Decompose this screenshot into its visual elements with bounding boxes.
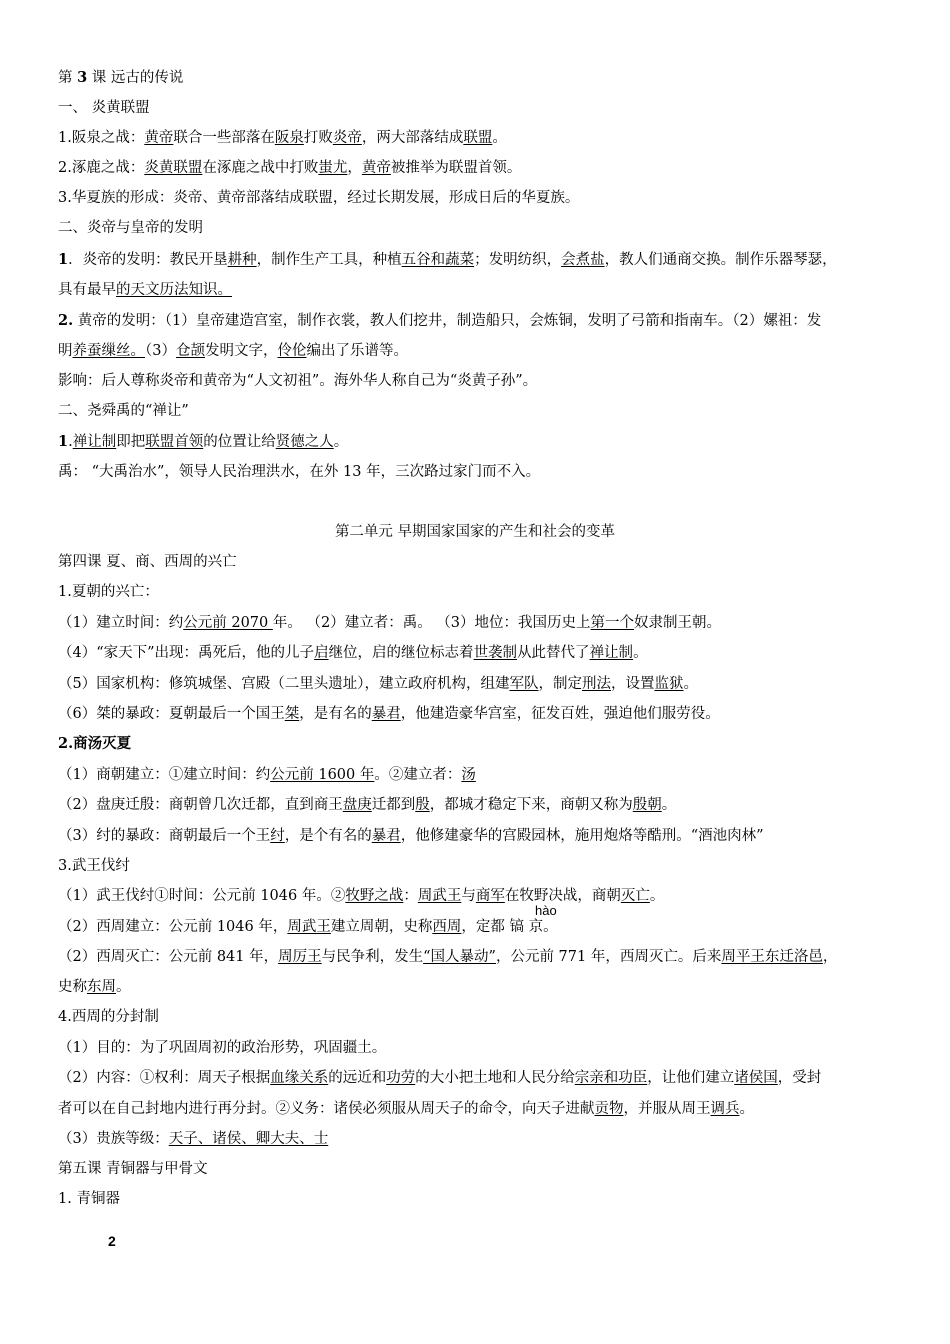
- underlined-term: 联盟首领: [145, 434, 204, 450]
- text-segment: 。: [649, 888, 665, 904]
- underlined-term: 周厉王: [278, 949, 322, 965]
- underlined-term: 汤: [461, 767, 476, 783]
- text-line: [58, 188, 579, 208]
- text-line: [58, 1159, 208, 1179]
- underlined-term: 调兵: [710, 1101, 740, 1117]
- underlined-term: 暴君: [371, 828, 401, 844]
- text-segment: 迁都到: [371, 797, 416, 813]
- text-line: [58, 856, 130, 876]
- text-segment: 打败: [303, 130, 333, 146]
- text-segment: 3.武王伐纣: [58, 858, 130, 874]
- text-segment: （3）贵族等级：: [58, 1131, 169, 1147]
- text-segment: 编出了乐谱等。: [306, 343, 408, 359]
- text-line: [58, 886, 664, 906]
- underlined-term: 盘庚: [342, 797, 372, 813]
- text-segment: 者可以在自己封地内进行再分封。②义务：诸侯必须服从周天子的命令，向天子进献: [58, 1101, 595, 1117]
- text-segment: 建立周朝，史称: [330, 919, 433, 935]
- text-line: [58, 734, 131, 754]
- text-line: [58, 158, 521, 178]
- text-line: [58, 1129, 328, 1149]
- text-line: [58, 917, 558, 937]
- text-line: [58, 826, 764, 846]
- underlined-term: 煮盐: [575, 252, 605, 268]
- underlined-term: 周武王: [287, 919, 331, 935]
- text-segment: ，制作生产工具，种植: [256, 252, 402, 268]
- text-line: [58, 977, 131, 997]
- text-segment: ，让他们建立: [647, 1070, 735, 1086]
- text-line: [58, 704, 720, 724]
- underlined-term: 殷朝: [632, 797, 662, 813]
- text-segment: （2）西周建立：公元前 1046 年，: [58, 919, 288, 935]
- text-segment: （2）盘庚迁殷：商朝曾几次迁都，直到商王: [58, 797, 343, 813]
- text-segment: 2.: [58, 312, 74, 329]
- text-segment: 。②建立者：: [374, 767, 462, 783]
- text-segment: 。: [739, 1101, 754, 1117]
- underlined-term: 养蚕缫丝。: [72, 343, 145, 359]
- page-number: 2: [108, 1233, 116, 1249]
- text-line: [58, 795, 676, 815]
- text-segment: 1.夏朝的兴亡：: [58, 584, 159, 600]
- text-segment: ，并服从周王: [623, 1101, 711, 1117]
- text-line: [58, 371, 537, 391]
- text-line: [0, 522, 950, 542]
- text-segment: ，: [347, 160, 362, 176]
- underlined-term: 炎帝: [332, 130, 362, 146]
- text-segment: ，是有名的: [299, 706, 372, 722]
- underlined-term: 天子、诸侯、卿大夫、士: [168, 1131, 329, 1147]
- text-segment: 。: [683, 676, 698, 692]
- text-segment: 。: [333, 434, 349, 450]
- underlined-term: 禅让制: [72, 434, 117, 450]
- underlined-term: 阪泉: [274, 130, 304, 146]
- text-line: [58, 280, 232, 300]
- text-line: [58, 341, 408, 361]
- underlined-term: 五谷和蔬菜: [401, 252, 475, 268]
- text-line: [58, 401, 189, 421]
- text-segment: （1）目的：为了巩固周初的政治形势，巩固疆土。: [58, 1040, 387, 1056]
- text-line: [58, 643, 648, 663]
- text-segment: 从此替代了: [517, 645, 590, 661]
- text-segment: 1: [58, 251, 69, 268]
- text-segment: （1）建立时间：约: [58, 615, 184, 631]
- text-segment: 4.西周的分封制: [58, 1009, 159, 1025]
- text-segment: ，都城才稳定下来，商朝又称为: [429, 797, 633, 813]
- text-segment: 。: [492, 130, 507, 146]
- text-segment: （2）内容：①权利：周天子根据: [58, 1070, 271, 1086]
- underlined-term: “国人暴动”: [423, 949, 496, 965]
- text-segment: 黄帝的发明：（1）皇帝建造宫室，制作衣裳，教人们挖井，制造船只，会炼铜，发明了弓箭和指南车。（2）嫘祖：发: [73, 313, 822, 329]
- text-line: [58, 1038, 386, 1058]
- text-segment: ，公元前 771 年，西周灭亡。后来: [495, 949, 722, 965]
- text-segment: 1. 青铜器: [58, 1191, 120, 1207]
- text-segment: 年。 （2）建立者：禹。 （3）地位：我国历史上: [272, 615, 591, 631]
- text-segment: （1）商朝建立：①建立时间：约: [58, 767, 271, 783]
- text-segment: 第五课 青铜器与甲骨文: [58, 1161, 208, 1177]
- text-segment: 即把: [116, 434, 146, 450]
- text-segment: （6）桀的暴政：夏朝最后一个国王: [58, 706, 285, 722]
- underlined-term: 蚩尤: [318, 160, 348, 176]
- underlined-term: 公元前 1600 年: [270, 767, 375, 783]
- text-segment: 影响：后人尊称炎帝和黄帝为“人文初祖”。海外华人称自己为“炎黄子孙”。: [58, 373, 538, 389]
- text-segment: ，: [822, 949, 838, 965]
- text-segment: ，设置: [610, 676, 655, 692]
- text-line: [58, 1099, 754, 1119]
- underlined-term: 诸侯国: [734, 1070, 778, 1086]
- underlined-term: 周平王东迁洛邑: [721, 949, 823, 965]
- text-line: [58, 432, 348, 452]
- text-line: [58, 947, 837, 967]
- underlined-term: 军队: [509, 676, 539, 692]
- text-segment: 具有最早: [58, 282, 116, 298]
- underlined-term: 商军: [475, 888, 505, 904]
- text-segment: 一、 炎黄联盟: [58, 100, 150, 116]
- underlined-term: 禅让制: [589, 645, 634, 661]
- pinyin-annotation: hào: [535, 903, 557, 918]
- text-segment: ，他修建豪华的宫殿园林，施用炮烙等酷刑。“酒池肉林”: [400, 828, 764, 844]
- text-segment: ，是个有名的: [284, 828, 372, 844]
- text-line: [58, 68, 183, 88]
- text-segment: 2.涿鹿之战：: [58, 160, 145, 176]
- text-segment: （3）纣的暴政：商朝最后一个王: [58, 828, 271, 844]
- text-line: [58, 98, 150, 118]
- text-segment: ，教人们通商交换。制作乐器琴瑟，: [604, 252, 837, 268]
- text-segment: 的位置让给: [203, 434, 276, 450]
- text-segment: 在涿鹿之战中打败: [202, 160, 319, 176]
- text-line: [58, 765, 476, 785]
- underlined-term: 世袭制: [473, 645, 518, 661]
- underlined-term: 第一个: [590, 615, 635, 631]
- text-segment: 二、尧舜禹的“禅让”: [58, 403, 189, 419]
- text-segment: ；发明纺织，: [474, 252, 562, 268]
- underlined-term: 黄帝: [144, 130, 174, 146]
- underlined-term: 监狱: [654, 676, 684, 692]
- text-segment: 第二单元 早期国家国家的产生和社会的变革: [334, 524, 616, 540]
- underlined-term: 桀: [284, 706, 300, 722]
- text-segment: ，两大部落结成: [361, 130, 464, 146]
- underlined-term: 的天文历法知识。: [116, 282, 232, 298]
- underlined-term: 贡物: [594, 1101, 624, 1117]
- underlined-term: 贤德之人: [275, 434, 334, 450]
- text-segment: 第: [58, 70, 78, 86]
- underlined-term: 牧野之战: [345, 888, 404, 904]
- text-segment: 3: [77, 69, 88, 86]
- text-segment: 3.华夏族的形成：炎帝、黄帝部落结成联盟，经过长期发展，形成日后的华夏族。: [58, 190, 580, 206]
- text-line: [58, 462, 540, 482]
- text-line: [58, 613, 721, 633]
- text-line: [58, 1068, 821, 1088]
- text-segment: 1: [58, 433, 69, 450]
- underlined-term: 仓颉: [175, 343, 205, 359]
- text-segment: 。: [633, 645, 648, 661]
- text-segment: ，制定: [538, 676, 582, 692]
- text-segment: 2.商汤灭夏: [58, 735, 132, 752]
- text-segment: 。: [116, 979, 131, 995]
- text-segment: ，受封: [777, 1070, 822, 1086]
- underlined-term: 宗亲和功臣: [574, 1070, 648, 1086]
- text-segment: ．炎帝的发明：教民开垦: [68, 252, 228, 268]
- underlined-term: 血缘关系: [270, 1070, 329, 1086]
- text-segment: ，他建造豪华宫室，征发百姓，强迫他们服劳役。: [400, 706, 720, 722]
- text-segment: 与民争利，发生: [321, 949, 424, 965]
- underlined-term: 启: [314, 645, 329, 661]
- text-segment: .: [68, 434, 73, 450]
- underlined-term: 纣: [270, 828, 285, 844]
- underlined-term: 周武王: [417, 888, 462, 904]
- underlined-term: 黄帝: [361, 160, 391, 176]
- underlined-term: 灭亡: [620, 888, 650, 904]
- underlined-term: 东周: [87, 979, 116, 995]
- text-line: [58, 1007, 159, 1027]
- underlined-term: 伶伦: [277, 343, 307, 359]
- text-line: [58, 674, 698, 694]
- text-segment: （2）西周灭亡：公元前 841 年，: [58, 949, 279, 965]
- text-segment: 史称: [58, 979, 87, 995]
- text-segment: 第四课 夏、商、西周的兴亡: [58, 554, 237, 570]
- text-segment: （1）武王伐纣①时间：公元前 1046 年。②: [58, 888, 346, 904]
- text-segment: 禹： “大禹治水”，领导人民治理洪水，在外 13 年，三次路过家门而不入。: [58, 464, 541, 480]
- text-segment: 在牧野决战，商朝: [504, 888, 621, 904]
- text-segment: 的大小把土地和人民分给: [415, 1070, 575, 1086]
- text-segment: 1.阪泉之战：: [58, 130, 145, 146]
- underlined-term: 联盟: [463, 130, 493, 146]
- text-segment: ：: [403, 888, 418, 904]
- text-segment: （3）: [145, 343, 176, 359]
- text-line: [58, 250, 837, 270]
- text-segment: 明: [58, 343, 73, 359]
- underlined-term: 炎黄联盟: [144, 160, 203, 176]
- underlined-term: 殷: [415, 797, 430, 813]
- text-segment: 与: [461, 888, 476, 904]
- text-segment: （4）“家天下”出现：禹死后，他的儿子: [58, 645, 315, 661]
- text-segment: ，定都 镐 京。: [461, 919, 558, 935]
- underlined-term: 会: [561, 252, 576, 268]
- text-segment: 二、炎帝与皇帝的发明: [58, 220, 203, 236]
- text-line: [58, 311, 821, 331]
- text-segment: 被推举为联盟首领。: [390, 160, 522, 176]
- text-segment: 联合一些部落在: [173, 130, 275, 146]
- underlined-term: 刑法: [581, 676, 611, 692]
- text-line: [58, 128, 507, 148]
- underlined-term: 功劳: [386, 1070, 416, 1086]
- text-segment: 的远近和: [328, 1070, 387, 1086]
- text-segment: 继位，启的继位标志着: [328, 645, 474, 661]
- underlined-term: 公元前 2070: [183, 615, 273, 631]
- underlined-term: 耕种: [227, 252, 257, 268]
- underlined-term: 暴君: [371, 706, 401, 722]
- text-line: [58, 218, 203, 238]
- text-segment: 课 远古的传说: [87, 70, 184, 86]
- text-segment: 发明文字，: [204, 343, 278, 359]
- text-line: [58, 582, 159, 602]
- text-segment: 。: [661, 797, 677, 813]
- text-segment: （5）国家机构：修筑城堡、宫殿（二里头遗址），建立政府机构，组建: [58, 676, 510, 692]
- text-segment: 奴隶制王朝。: [634, 615, 722, 631]
- text-line: [58, 1189, 120, 1209]
- underlined-term: 西周: [432, 919, 462, 935]
- text-line: [58, 552, 237, 572]
